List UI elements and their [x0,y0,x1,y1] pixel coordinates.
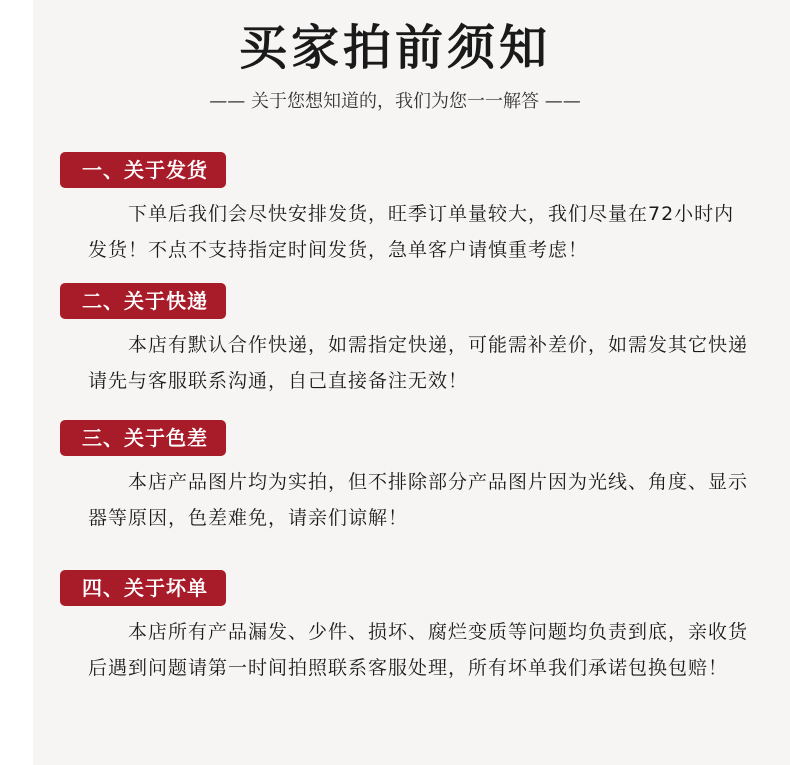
section-shipping [60,152,750,268]
page-title: 买家拍前须知 [238,20,551,76]
section-color-difference [60,420,750,536]
section-courier [60,283,750,399]
section-body-damaged-orders: 本店所有产品漏发、少件、损坏、腐烂变质等问题均负责到底，亲收货后遇到问题请第一时间拍照联系客服处理，所有坏单我们承诺包换包赔！ [88,621,749,679]
section-heading-damaged-orders: 四、关于坏单 [60,570,226,606]
section-heading-color-difference: 三、关于色差 [60,420,226,456]
page-subtitle: —— 关于您想知道的，我们为您一一解答 —— [209,91,581,112]
section-heading-shipping: 一、关于发货 [60,152,226,188]
section-body-courier: 本店有默认合作快递，如需指定快递，可能需补差价，如需发其它快递请先与客服联系沟通，自己直接备注无效！ [88,334,749,392]
section-body-shipping: 下单后我们会尽快安排发货，旺季订单量较大，我们尽量在72小时内发货！不点不支持指定时间发货，急单客户请慎重考虑！ [88,203,735,261]
section-body-color-difference: 本店产品图片均为实拍，但不排除部分产品图片因为光线、角度、显示器等原因，色差难免，请亲们谅解！ [88,471,749,529]
section-damaged-orders [60,570,750,686]
section-heading-courier: 二、关于快递 [60,283,226,319]
